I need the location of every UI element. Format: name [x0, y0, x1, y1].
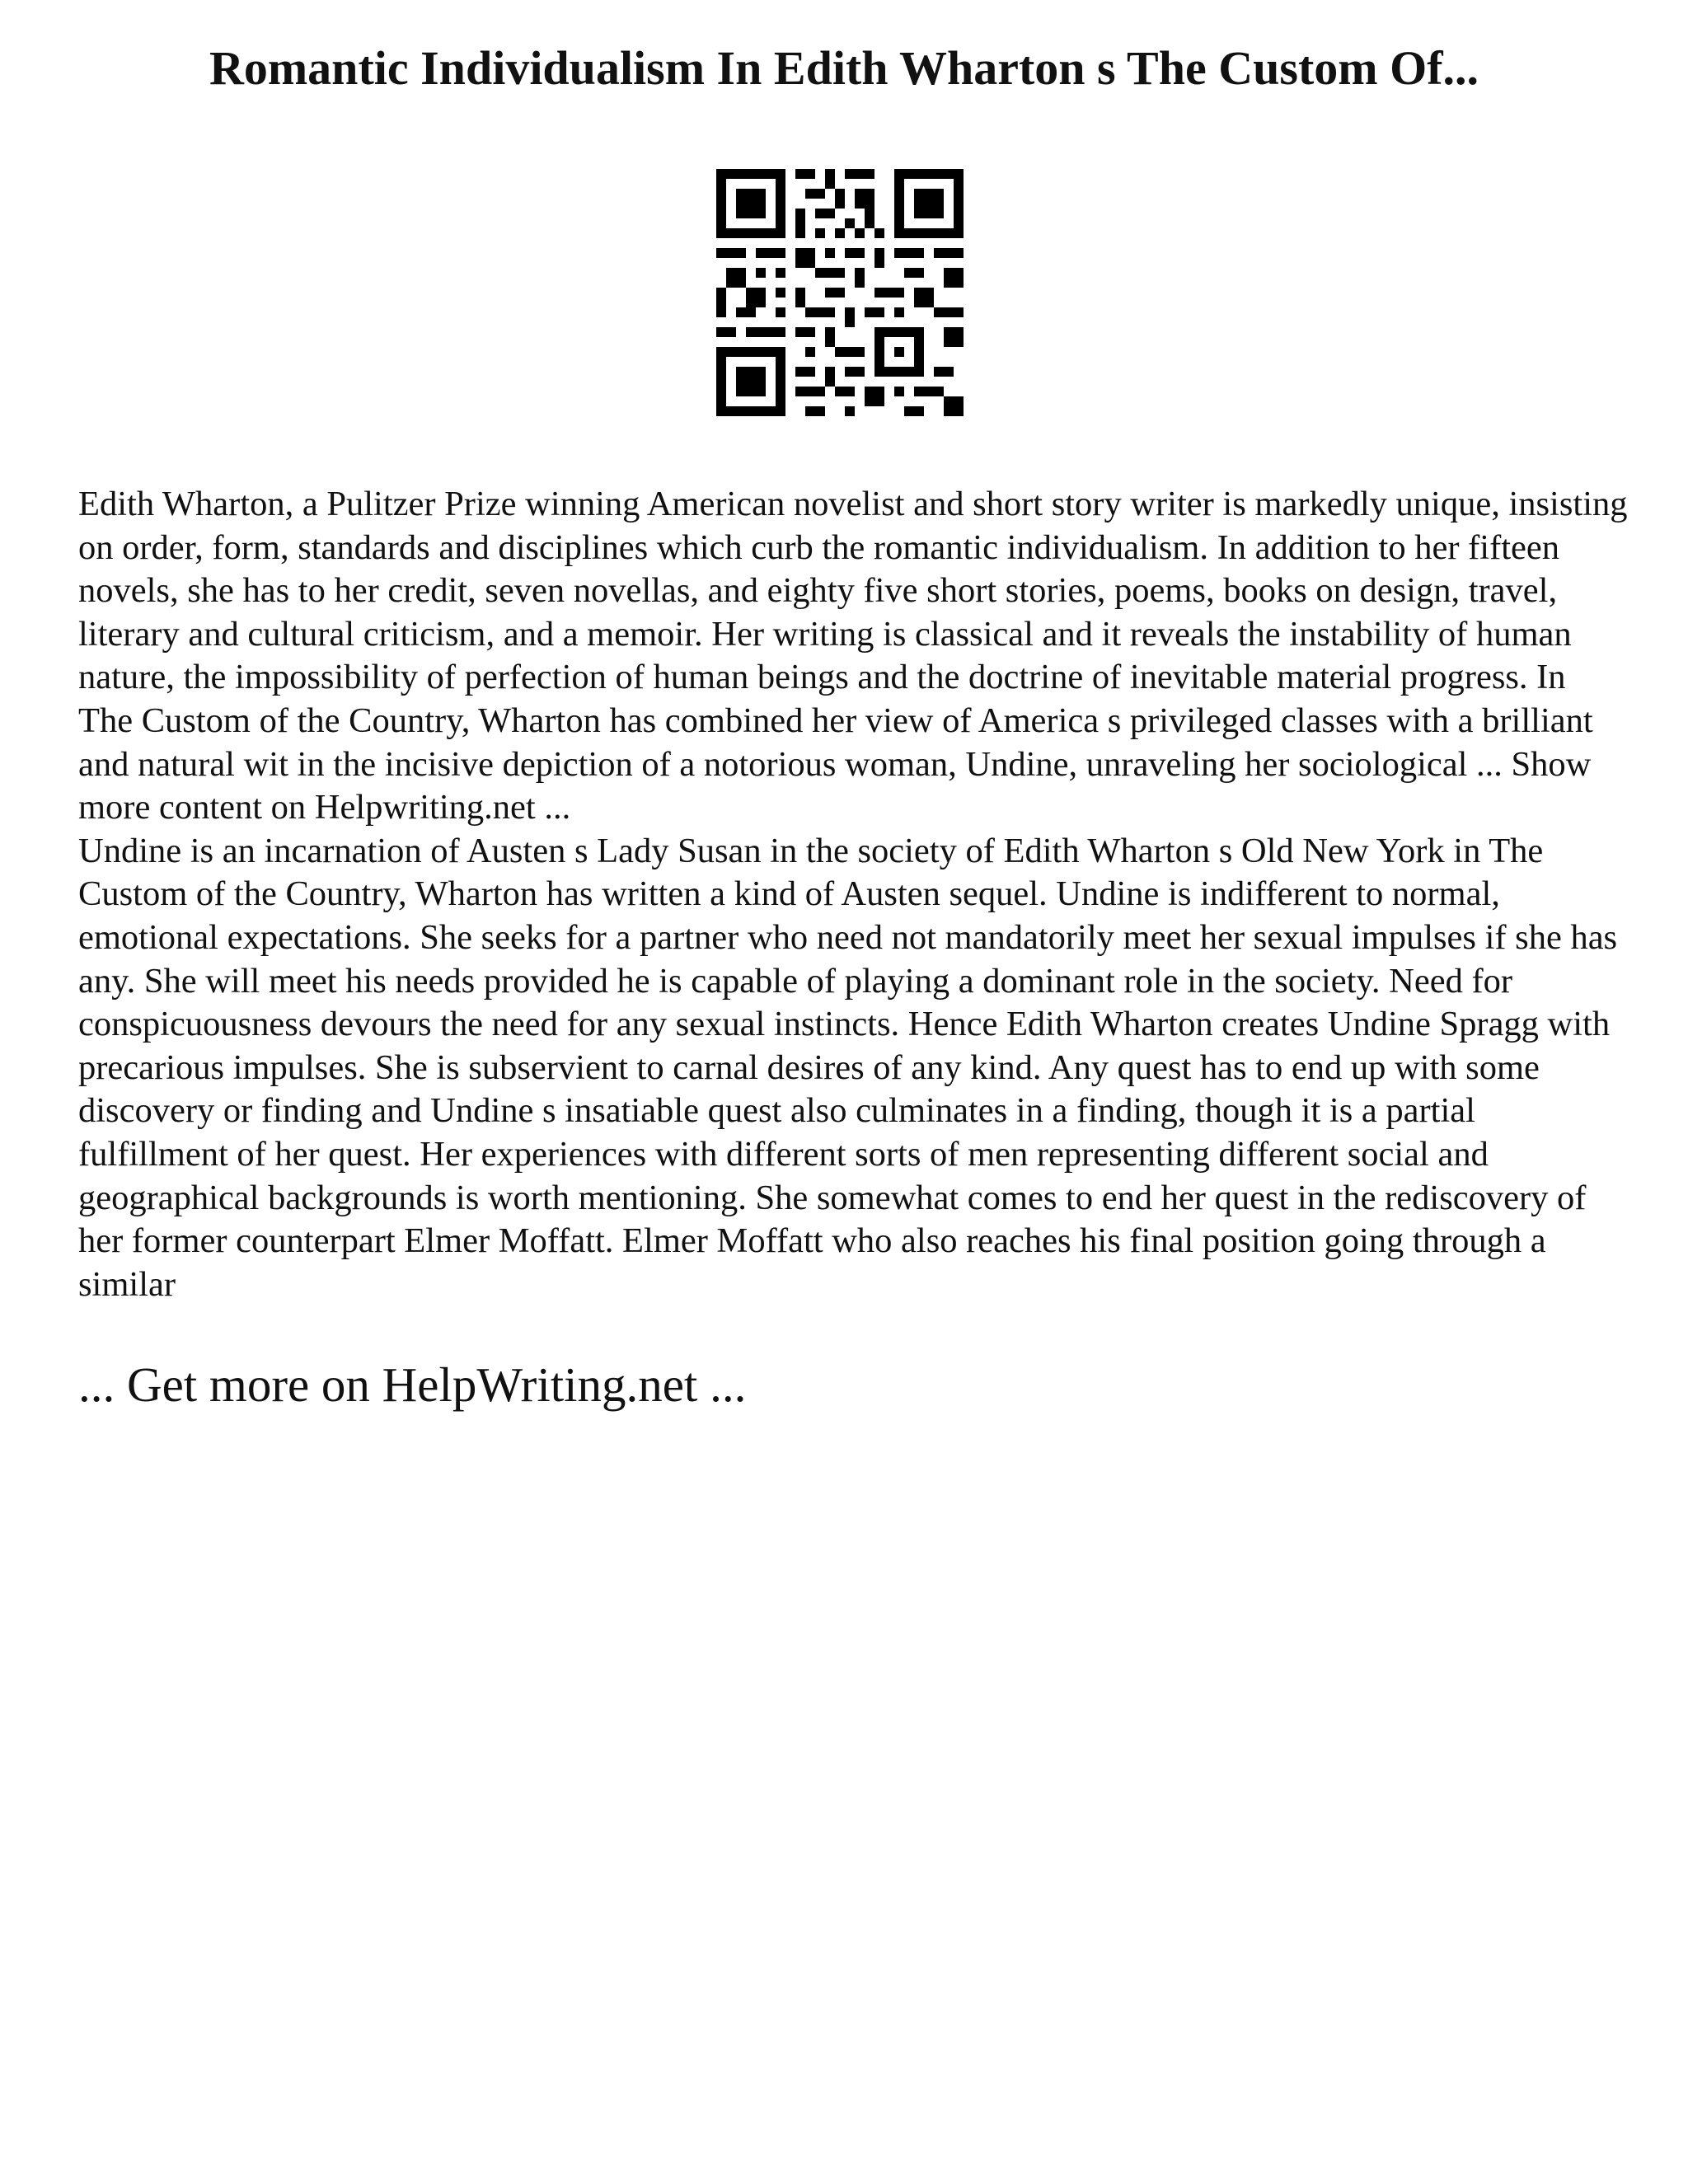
qr-code-icon [716, 169, 964, 416]
document-title: Romantic Individualism In Edith Wharton s The Custom Of... [209, 41, 1479, 95]
get-more-link[interactable]: ... Get more on HelpWriting.net ... [78, 1357, 747, 1412]
article-paragraph: Undine is an incarnation of Austen s Lady Susan in the society of Edith Wharton s Old New York in The Custom of the Country, Wharton has written a kind of Austen sequel. Undine is indifferent to normal, emotional expectations. She seeks for a partner who need not mandatorily meet her sexual impulses if she has any. She will meet his needs provided he is capable of playing a dominant role in the society. Need for conspicuousness devours the need for any sexual instincts. Hence Edith Wharton creates Undine Spragg with precarious impulses. She is subservient to carnal desires of any kind. Any quest has to end up with some discovery or finding and Undine s insatiable quest also culminates in a finding, though it is a partial fulfillment of her quest. Her experiences with different sorts of men representing different social and geographical backgrounds is worth mentioning. She somewhat comes to end her quest in the rediscovery of her former counterpart Elmer Moffatt. Elmer Moffatt who also reaches his final position going through a similar [78, 831, 1618, 1304]
article-body [78, 483, 1628, 1306]
article-paragraph: Edith Wharton, a Pulitzer Prize winning American novelist and short story writer is markedly unique, insisting on order, form, standards and disciplines which curb the romantic individualism. In addition to her fifteen novels, she has to her credit, seven novellas, and eighty five short stories, poems, books on design, travel, literary and cultural criticism, and a memoir. Her writing is classical and it reveals the instability of human nature, the impossibility of perfection of human beings and the doctrine of inevitable material progress. In The Custom of the Country, Wharton has combined her view of America s privileged classes with a brilliant and natural wit in the incisive depiction of a notorious woman, Undine, unraveling her sociological ... Show more content on Helpwriting.net ... [78, 485, 1628, 827]
